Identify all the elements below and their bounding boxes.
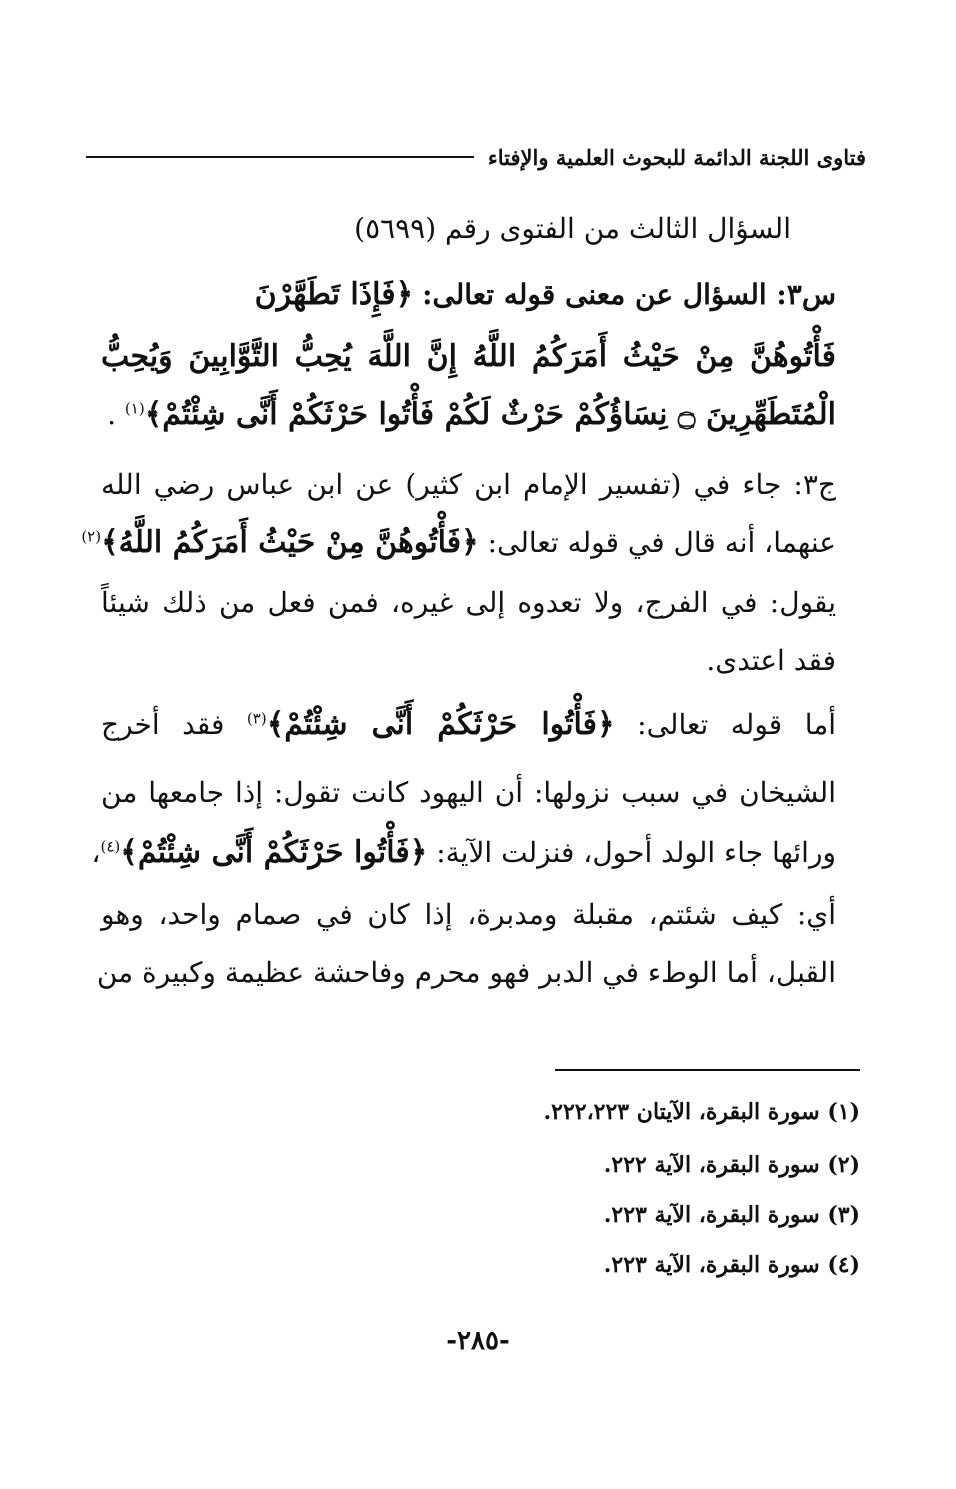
footnote-ref: (٣) [246,709,267,728]
running-header [86,140,866,174]
answer-text: عنهما، أنه قال في قوله تعالى: [487,526,836,559]
footnote-ref: (٢) [81,527,102,546]
footnote-1: (١) سورة البقرة، الآيتان ٢٢٢،٢٢٣. [543,1099,860,1125]
page-number: -٢٨٥- [446,1326,510,1356]
answer-line-2 [81,512,836,574]
header-title: فتاوى اللجنة الدائمة للبحوث العلمية والإفتاء [487,144,866,170]
question-line-1 [101,264,836,326]
answer-text: فقد أخرج [101,708,225,741]
answer-line-8: أي: كيف شئتم، مقبلة ومدبرة، إذا كان في صمام واحد، وهو [101,898,836,931]
footnote-ref: (٤) [100,837,121,856]
footnote-ref: (١) [124,399,145,418]
answer-line-6: الشيخان في سبب نزولها: أن اليهود كانت تقول: إذا جامعها من [101,776,836,809]
verse-fragment: ﴿فَأْتُوا حَرْثَكُمْ أَنَّى شِئْتُمْ﴾ [266,707,615,742]
footnote-separator [555,1069,860,1071]
question-line-2 [101,326,836,388]
answer-line-4: فقد اعتدى. [706,644,836,677]
footnote-4: (٤) سورة البقرة، الآية ٢٢٣. [603,1252,860,1278]
header-rule [86,156,474,158]
question-line-3 [101,384,836,446]
verse-fragment: ﴿فَأْتُوا حَرْثَكُمْ أَنَّى شِئْتُمْ﴾ [120,835,428,870]
question-end: . [107,398,116,431]
answer-line-3: يقول: في الفرج، ولا تعدوه إلى غيره، فمن فعل من ذلك شيئاً [101,586,836,619]
answer-text: ورائها جاء الولد أحول، فنزلت الآية: [436,836,836,869]
answer-punct: ، [91,836,101,869]
verse-fragment: فَأْتُوهُنَّ مِنْ حَيْثُ أَمَرَكُمُ اللَّهُ إِنَّ اللَّهَ يُحِبُّ التَّوَّابِينَ وَيُحِبُّ [101,339,836,374]
verse-fragment: ﴿فَأْتُوهُنَّ مِنْ حَيْثُ أَمَرَكُمُ اللَّهُ﴾ [101,525,479,560]
verse-fragment: ﴿فَإِذَا تَطَهَّرْنَ [254,277,414,312]
question-label: س٣: السؤال عن معنى قوله تعالى: [422,278,836,311]
verse-fragment: الْمُتَطَهِّرِينَ ۝ نِسَاؤُكُمْ حَرْثٌ لَكُمْ فَأْتُوا حَرْثَكُمْ أَنَّى شِئْتُمْ﴾ [144,397,836,432]
answer-line-5 [101,694,836,756]
footnote-3: (٣) سورة البقرة، الآية ٢٢٣. [603,1202,860,1228]
answer-line-9: القبل، أما الوطء في الدبر فهو محرم وفاحشة عظيمة وكبيرة من [96,956,836,989]
answer-text: أما قوله تعالى: [637,708,837,741]
answer-line-7 [91,822,836,884]
question-heading: السؤال الثالث من الفتوى رقم (٥٦٩٩) [354,212,791,245]
footnote-2: (٢) سورة البقرة، الآية ٢٢٢. [603,1152,860,1178]
answer-line-1: ج٣: جاء في (تفسير الإمام ابن كثير) عن ابن عباس رضي الله [101,468,836,501]
